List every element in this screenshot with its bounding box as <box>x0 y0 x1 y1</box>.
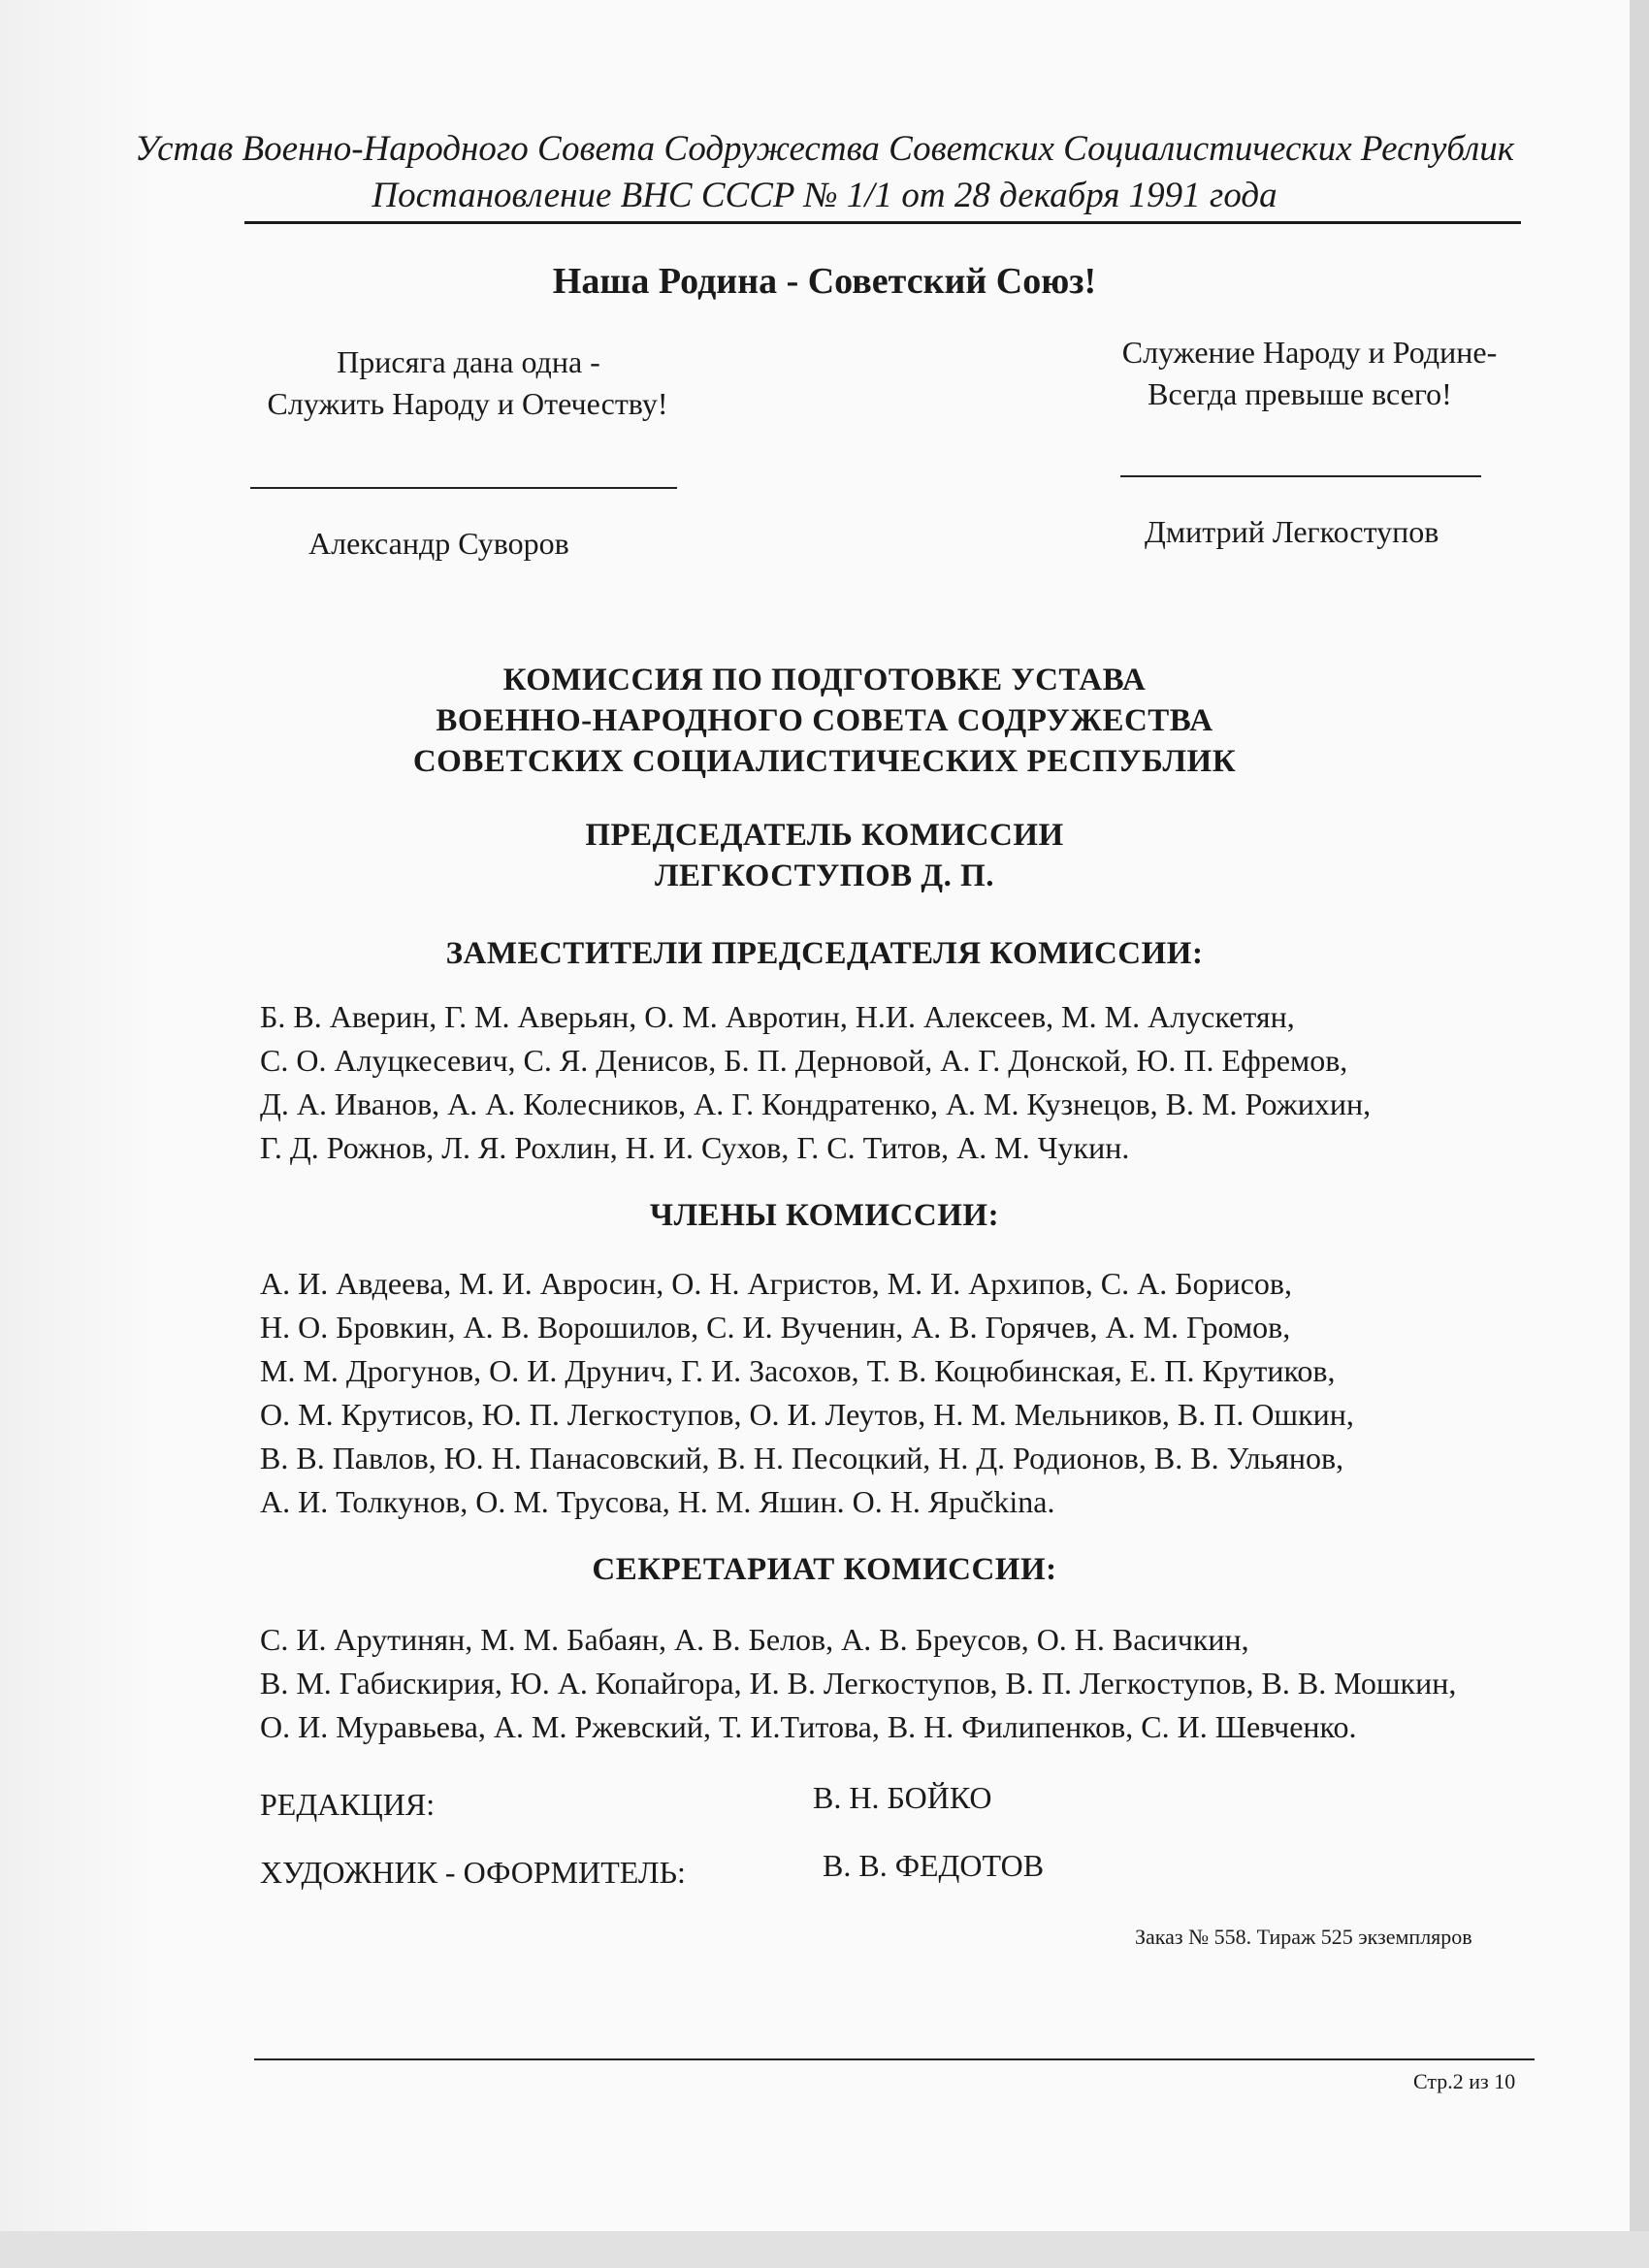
artist-label: ХУДОЖНИК - ОФОРМИТЕЛЬ: <box>260 1855 686 1890</box>
oath-left-line1: Присяга дана одна - <box>337 344 600 379</box>
header-resolution: Постановление ВНС СССР № 1/1 от 28 декабря 1991 года <box>372 176 1277 215</box>
signatory-right: Дмитрий Легкоступов <box>1145 514 1439 549</box>
oath-right-line1: Служение Народу и Родине- <box>1121 335 1498 370</box>
deputies-line: Д. А. Иванов, А. А. Колесников, А. Г. Кондратенко, А. М. Кузнецов, В. М. Рожихин, <box>260 1086 1372 1121</box>
members-line: А. И. Толкунов, О. М. Трусова, Н. М. Яшин. О. Н. Ярučkina. <box>260 1484 1055 1519</box>
members-line: А. И. Авдеева, М. И. Авросин, О. Н. Агристов, М. И. Архипов, С. А. Борисов, <box>260 1266 1292 1301</box>
commission-title-line1: КОМИССИЯ ПО ПОДГОТОВКЕ УСТАВА <box>502 663 1147 697</box>
commission-title-line3: СОВЕТСКИХ СОЦИАЛИСТИЧЕСКИХ РЕСПУБЛИК <box>412 744 1237 779</box>
page-bottom-shadow <box>0 2231 1649 2268</box>
secretariat-line: О. И. Муравьева, А. М. Ржевский, Т. И.Титова, В. Н. Филипенков, С. И. Шевченко. <box>260 1709 1357 1744</box>
members-heading: ЧЛЕНЫ КОМИССИИ: <box>649 1198 1000 1233</box>
members-line: Н. О. Бровкин, А. В. Ворошилов, С. И. Вученин, А. В. Горячев, А. М. Громов, <box>260 1310 1291 1345</box>
print-order-info: Заказ № 558. Тираж 525 экземпляров <box>1135 1925 1472 1949</box>
editor-label: РЕДАКЦИЯ: <box>260 1787 436 1822</box>
deputies-line: Б. В. Аверин, Г. М. Аверьян, О. М. Авротин, Н.И. Алексеев, М. М. Алускетян, <box>260 999 1295 1034</box>
commission-title-line2: ВОЕННО-НАРОДНОГО СОВЕТА СОДРУЖЕСТВА <box>436 703 1213 738</box>
footer-rule <box>254 2058 1535 2060</box>
oath-right-line2: Всегда превыше всего! <box>1148 376 1452 411</box>
header-rule <box>244 221 1521 224</box>
signatory-left: Александр Суворов <box>308 526 569 561</box>
deputies-heading: ЗАМЕСТИТЕЛИ ПРЕДСЕДАТЕЛЯ КОМИССИИ: <box>445 936 1204 971</box>
left-page-shadow <box>0 0 155 2231</box>
secretariat-heading: СЕКРЕТАРИАТ КОМИССИИ: <box>592 1552 1057 1587</box>
signature-line-left <box>250 487 677 489</box>
secretariat-line: В. М. Габискирия, Ю. А. Копайгора, И. В. Легкоступов, В. П. Легкоступов, В. В. Мошкин, <box>260 1666 1457 1701</box>
artist-name: В. В. ФЕДОТОВ <box>823 1848 1045 1883</box>
motto: Наша Родина - Советский Союз! <box>552 261 1097 302</box>
members-line: О. М. Крутисов, Ю. П. Легкоступов, О. И. Леутов, Н. М. Мельников, В. П. Ошкин, <box>260 1397 1354 1432</box>
page-number: Стр.2 из 10 <box>1413 2069 1516 2093</box>
chairman-heading: ПРЕДСЕДАТЕЛЬ КОМИССИИ <box>585 818 1064 853</box>
secretariat-line: С. И. Арутинян, М. М. Бабаян, А. В. Белов, А. В. Бреусов, О. Н. Васичкин, <box>260 1622 1249 1657</box>
chairman-name: ЛЕГКОСТУПОВ Д. П. <box>654 859 995 893</box>
signature-line-right <box>1120 475 1481 477</box>
page-edge-shadow <box>1630 0 1649 2268</box>
deputies-line: С. О. Алуцкесевич, С. Я. Денисов, Б. П. Дерновой, А. Г. Донской, Ю. П. Ефремов, <box>260 1043 1348 1078</box>
deputies-line: Г. Д. Рожнов, Л. Я. Рохлин, Н. И. Сухов, Г. С. Титов, А. М. Чукин. <box>260 1130 1130 1165</box>
oath-left-line2: Служить Народу и Отечеству! <box>267 386 668 421</box>
members-line: В. В. Павлов, Ю. Н. Панасовский, В. Н. Песоцкий, Н. Д. Родионов, В. В. Ульянов, <box>260 1441 1344 1475</box>
members-line: М. М. Дрогунов, О. И. Друнич, Г. И. Засохов, Т. В. Коцюбинская, Е. П. Крутиков, <box>260 1353 1336 1388</box>
header-title: Устав Военно-Народного Совета Содружества Советских Социалистических Республик <box>134 129 1515 169</box>
editor-name: В. Н. БОЙКО <box>813 1780 992 1815</box>
